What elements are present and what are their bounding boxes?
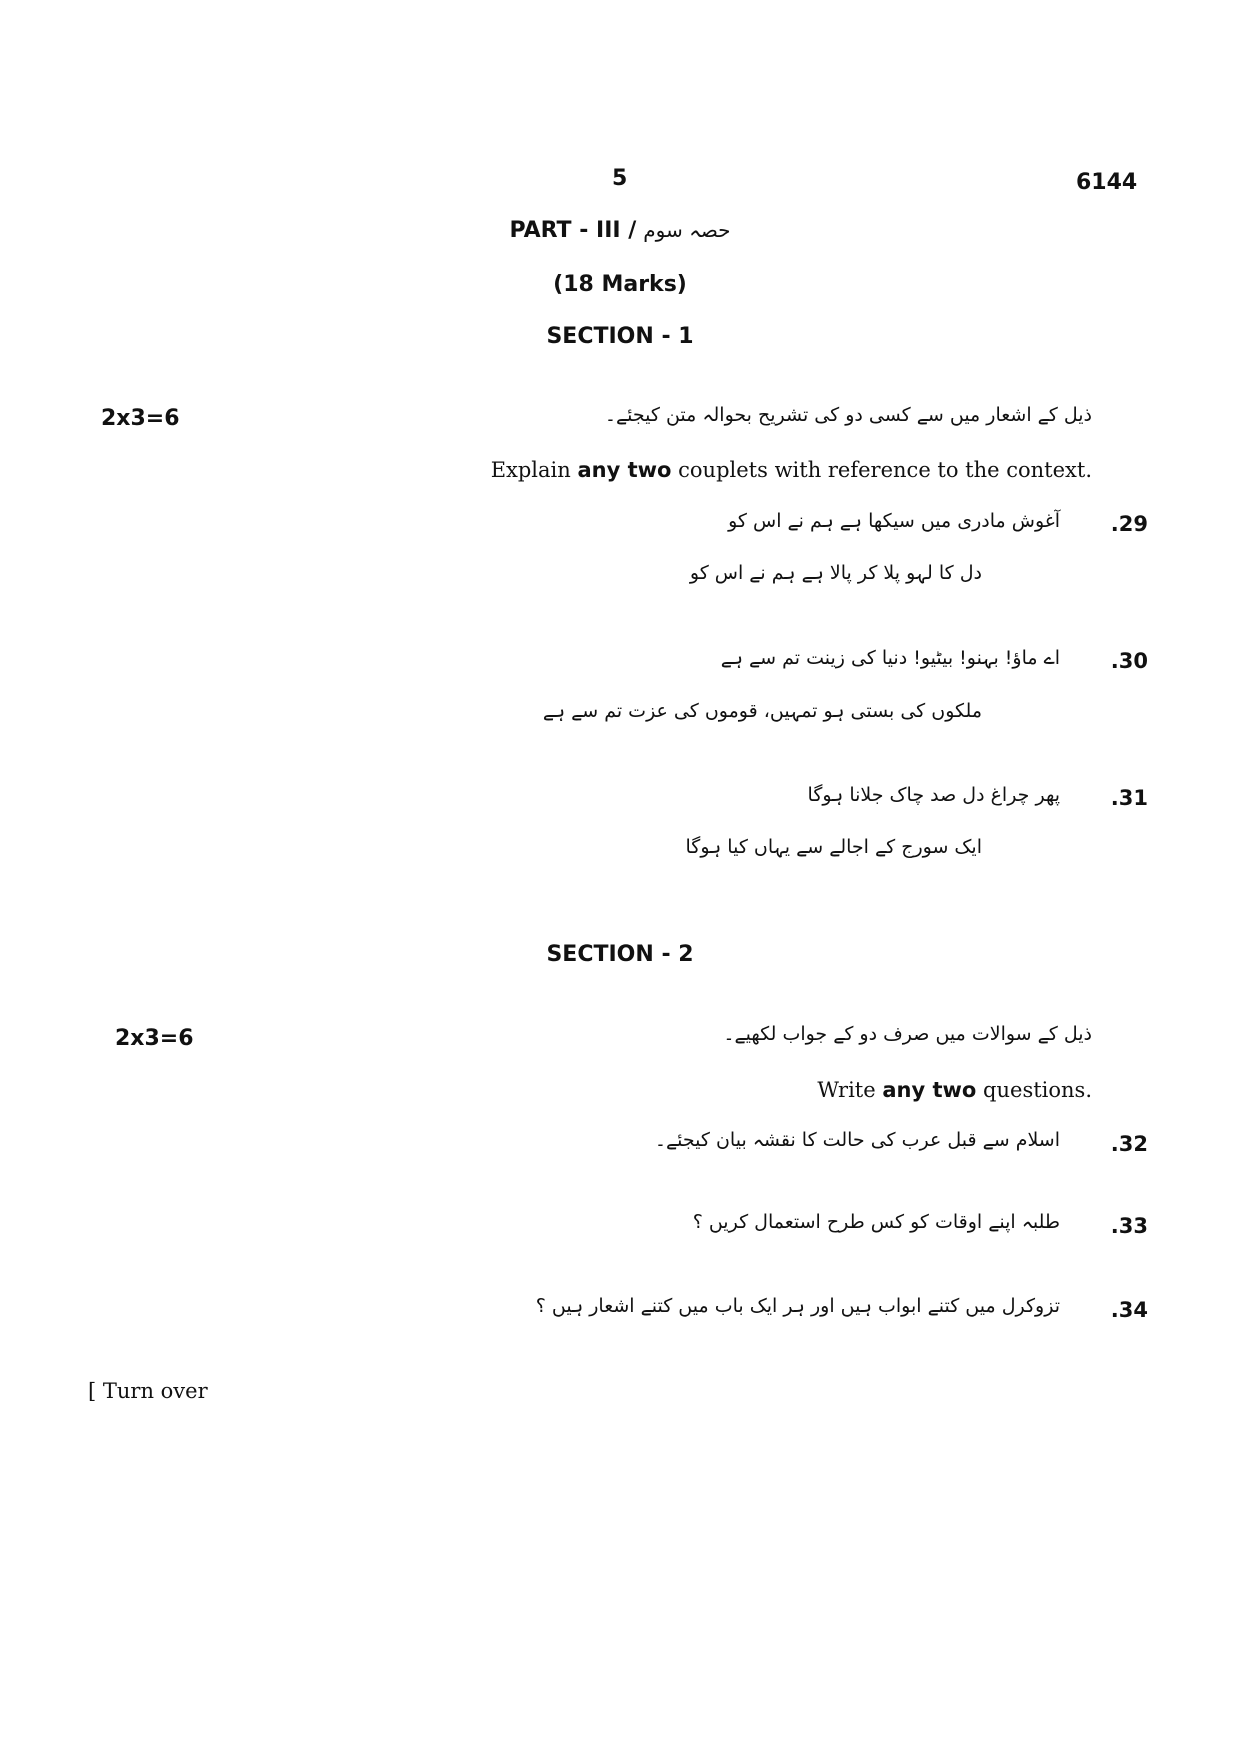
question-number: .34 xyxy=(1110,1298,1148,1322)
question-number: .30 xyxy=(1110,649,1148,673)
couplet-line-1: اے ماؤ! بہنو! بیٹیو! دنیا کی زینت تم سے ہے xyxy=(720,647,1060,669)
instruction-prefix: Write xyxy=(817,1078,876,1102)
page-number: 5 xyxy=(612,166,628,191)
instruction-emphasis: any two xyxy=(577,458,672,482)
couplet-line-2: ایک سورج کے اجالے سے یہاں کیا ہوگا xyxy=(685,836,982,858)
section-1-instruction-urdu: ذیل کے اشعار میں سے کسی دو کی تشریح بحوالہ متن کیجئے۔ xyxy=(604,404,1092,426)
instruction-suffix: couplets with reference to the context. xyxy=(678,458,1092,482)
turn-over-note: [ Turn over xyxy=(88,1379,208,1403)
part-title xyxy=(0,218,1240,243)
marks-total: (18 Marks) xyxy=(553,272,687,297)
question-number: .29 xyxy=(1110,512,1148,536)
instruction-emphasis: any two xyxy=(882,1078,977,1102)
question-text: اسلام سے قبل عرب کی حالت کا نقشہ بیان کیجئے۔ xyxy=(654,1129,1060,1151)
question-number: .33 xyxy=(1110,1214,1148,1238)
section-1-marks: 2x3=6 xyxy=(101,406,180,431)
section-2-instruction-english xyxy=(817,1078,1092,1102)
section-1-title: SECTION - 1 xyxy=(546,324,694,349)
question-number: .32 xyxy=(1110,1132,1148,1156)
paper-code: 6144 xyxy=(1076,170,1138,195)
part-title-ur: حصہ سوم xyxy=(643,218,731,242)
couplet-line-1: پھر چراغ دل صد چاک جلانا ہوگا xyxy=(807,784,1060,806)
section-2-instruction-urdu: ذیل کے سوالات میں صرف دو کے جواب لکھیے۔ xyxy=(723,1023,1092,1045)
question-text: طلبہ اپنے اوقات کو کس طرح استعمال کریں ؟ xyxy=(692,1211,1060,1233)
section-2-title: SECTION - 2 xyxy=(546,942,694,967)
question-text: تزوکرل میں کتنے ابواب ہیں اور ہر ایک باب میں کتنے اشعار ہیں ؟ xyxy=(535,1295,1060,1317)
section-1-instruction-english xyxy=(491,458,1092,482)
question-number: .31 xyxy=(1110,786,1148,810)
couplet-line-2: ملکوں کی بستی ہو تمہیں، قوموں کی عزت تم سے ہے xyxy=(542,700,982,722)
couplet-line-2: دل کا لہو پلا کر پالا ہے ہم نے اس کو xyxy=(689,562,982,584)
couplet-line-1: آغوش مادری میں سیکھا ہے ہم نے اس کو xyxy=(728,510,1060,532)
instruction-suffix: questions. xyxy=(983,1078,1092,1102)
instruction-prefix: Explain xyxy=(490,458,571,482)
section-2-marks: 2x3=6 xyxy=(115,1026,194,1051)
part-title-en: PART - III / xyxy=(509,218,637,243)
